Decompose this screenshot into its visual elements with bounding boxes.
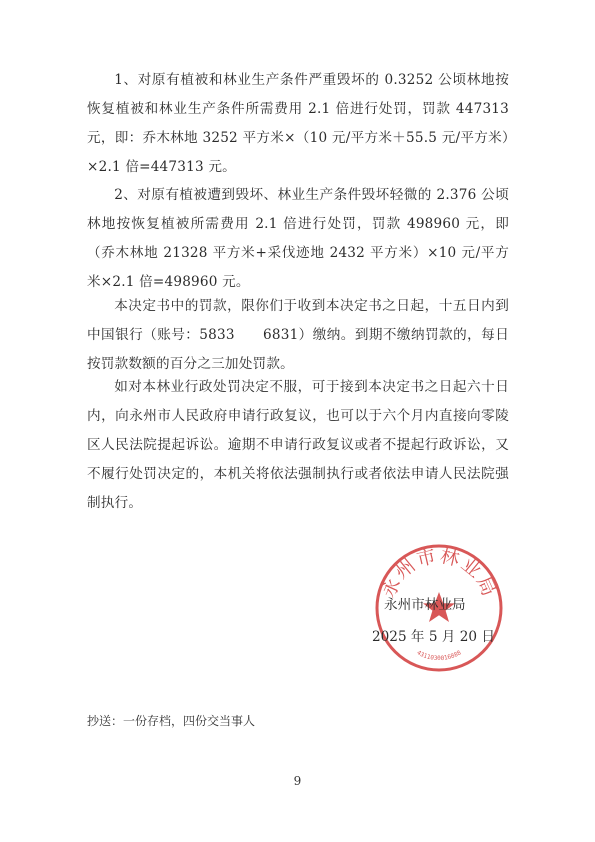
seal-code: 4311030016888	[415, 649, 463, 663]
issue-date: 2025 年 5 月 20 日	[372, 629, 495, 645]
page-number: 9	[293, 774, 302, 788]
issuing-organization: 永州市林业局	[384, 597, 466, 613]
paragraph-appeal-rights: 如对本林业行政处罚决定不服，可于接到本决定书之日起六十日内，向永州市人民政府申请行政复议，也可以于六个月内直接向零陵区人民法院提起诉讼。逾期不申请行政复议或者不提起行政诉讼，又不履行处罚决定的，本机关将依法强制执行或者依法申请人民法院强制执行。	[87, 379, 509, 511]
seal-text: 永州市林业局	[377, 544, 501, 602]
paragraph-penalty-1: 1、对原有植被和林业生产条件严重毁坏的 0.3252 公顷林地按恢复植被和林业生产条件所需费用 2.1 倍进行处罚，罚款 447313 元，即：乔木林地 3252 平方米×（10 元/平方米＋55.5 元/平方米）×2.1 倍=447313 元。	[87, 72, 509, 175]
cc-line: 抄送：一份存档，四份交当事人	[87, 714, 256, 728]
paragraph-payment-instruction: 本决定书中的罚款，限你们于收到本决定书之日起，十五日内到中国银行（账号：5833 6831）缴纳。到期不缴纳罚款的，每日按罚款数额的百分之三加处罚款。	[87, 298, 509, 372]
paragraph-penalty-2: 2、对原有植被遭到毁坏、林业生产条件毁坏轻微的 2.376 公顷林地按恢复植被所需费用 2.1 倍进行处罚，罚款 498960 元，即（乔木林地 21328 平方米+采伐迹地 2432 平方米）×10 元/平方米×2.1 倍=498960 元。	[87, 187, 509, 290]
